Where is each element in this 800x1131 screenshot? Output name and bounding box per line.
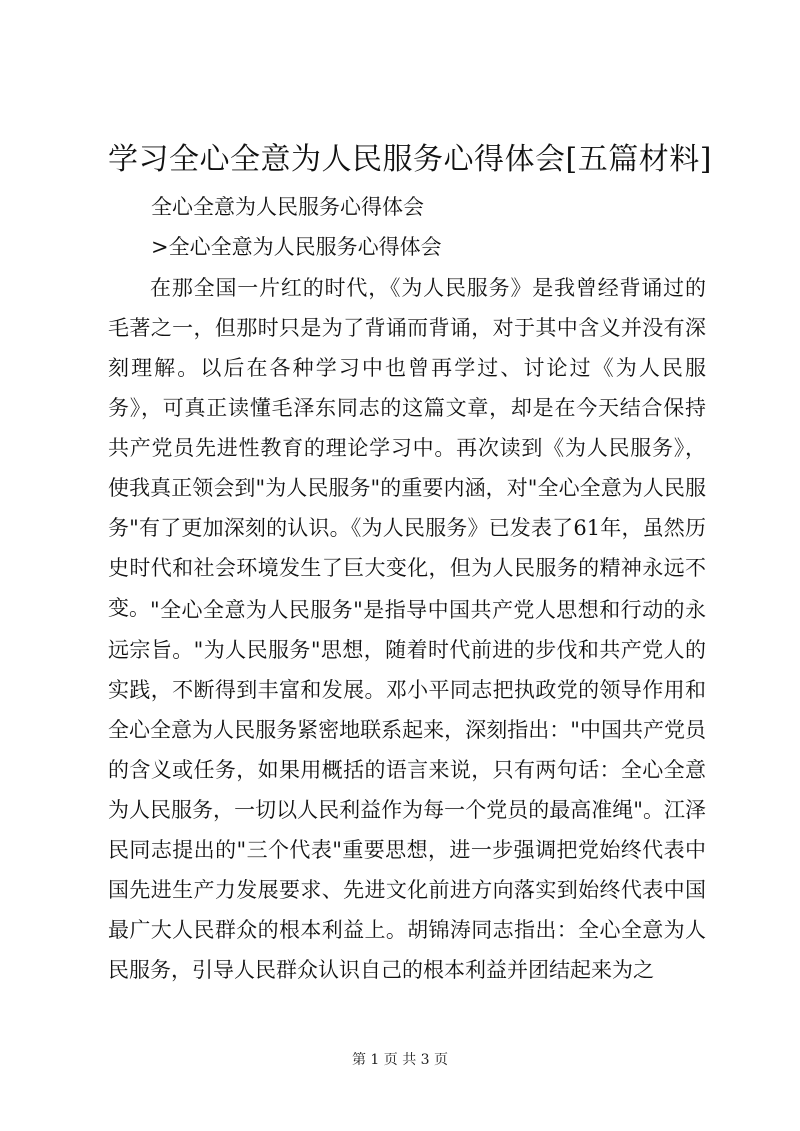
page-footer: 第 1 页 共 3 页 [351, 1052, 449, 1068]
document-title: 学习全心全意为人民服务心得体会[五篇材料] [108, 142, 712, 177]
paragraph: "全心全意为人民服务"是指导中国共产党人思想和行动的永远宗旨。"为人民服务"思想，随着时代前进的步伐和共产党人的实践，不断得到丰富和发展。邓小平同志把执政党的领导作用和全心全意为人民服务紧密地联系起来，深刻指出："中国共产党员的含义或任务，如果用概括的语言来说，只有两句话：全心全意为人民服务，一切以人民利益作为每一个党员的最高准绳"。江泽民同志提出的"三个代表"重要思想，进一步强调把党始终代表中国先进生产力发展要求、先进文化前进方向落实到始终代表中国最广大人民群众的根本利益上。胡锦涛同志指出：全心全意为人民服务，引导人民群众认识自己的根本利益并团结起来为之 [108, 598, 706, 982]
document-section-heading: >全心全意为人民服务心得体会 [151, 235, 442, 259]
paragraph: 在那全国一片红的时代，《为人民服务》是我曾经背诵过的毛著之一，但那时只是为了背诵而背诵，对于其中含义并没有深刻理解。以后在各种学习中也曾再学过、讨论过《为人民服务》，可真正读懂毛泽东同志的这篇文章，却是在今天结合保持共产党员先进性教育的理论学习中。再次读到《为人民服务》，使我真正领会到"为人民服务"的重要内涵，对"全心全意为人民服务"有了更加深刻的认识。《为人民服务》已发表了61年，虽然历史时代和社会环境发生了巨大变化，但为人民服务的精神永远不变。 [108, 276, 706, 620]
document-subtitle: 全心全意为人民服务心得体会 [151, 195, 424, 219]
